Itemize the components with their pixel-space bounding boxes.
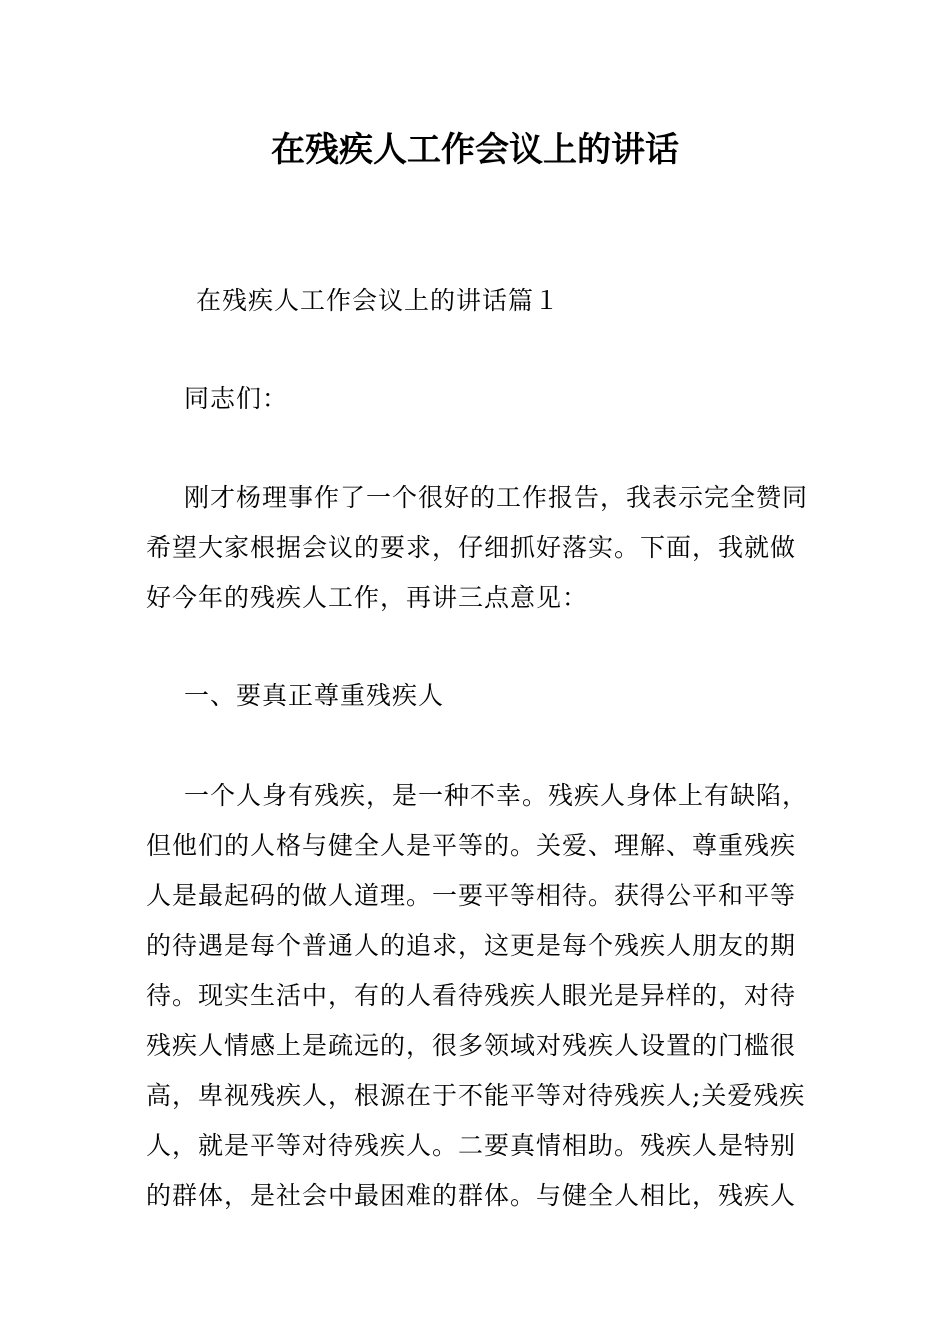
body-line: 待。现实生活中，有的人看待残疾人眼光是异样的，对待 [146, 981, 797, 1010]
body-line: 的群体，是社会中最困难的群体。与健全人相比，残疾人 [146, 1181, 797, 1210]
body-line: 一个人身有残疾，是一种不幸。残疾人身体上有缺陷， [184, 781, 809, 810]
body-line: 残疾人情感上是疏远的，很多领域对残疾人设置的门槛很 [146, 1031, 797, 1060]
intro-line: 好今年的残疾人工作，再讲三点意见： [146, 583, 589, 612]
body-line: 高，卑视残疾人，根源在于不能平等对待残疾人;关爱残疾 [146, 1081, 806, 1110]
salutation: 同志们： [184, 384, 289, 413]
body-line: 但他们的人格与健全人是平等的。关爱、理解、尊重残疾 [146, 831, 797, 860]
document-subtitle: 在残疾人工作会议上的讲话篇１ [196, 286, 561, 315]
document-title: 在残疾人工作会议上的讲话 [271, 130, 679, 170]
intro-line: 希望大家根据会议的要求，仔细抓好落实。下面，我就做 [146, 533, 797, 562]
intro-line: 刚才杨理事作了一个很好的工作报告，我表示完全赞同 [184, 483, 809, 512]
section-heading: 一、要真正尊重残疾人 [184, 681, 445, 710]
body-line: 人，就是平等对待残疾人。二要真情相助。残疾人是特别 [146, 1131, 797, 1160]
body-line: 的待遇是每个普通人的追求，这更是每个残疾人朋友的期 [146, 931, 797, 960]
body-line: 人是最起码的做人道理。一要平等相待。获得公平和平等 [146, 881, 797, 910]
